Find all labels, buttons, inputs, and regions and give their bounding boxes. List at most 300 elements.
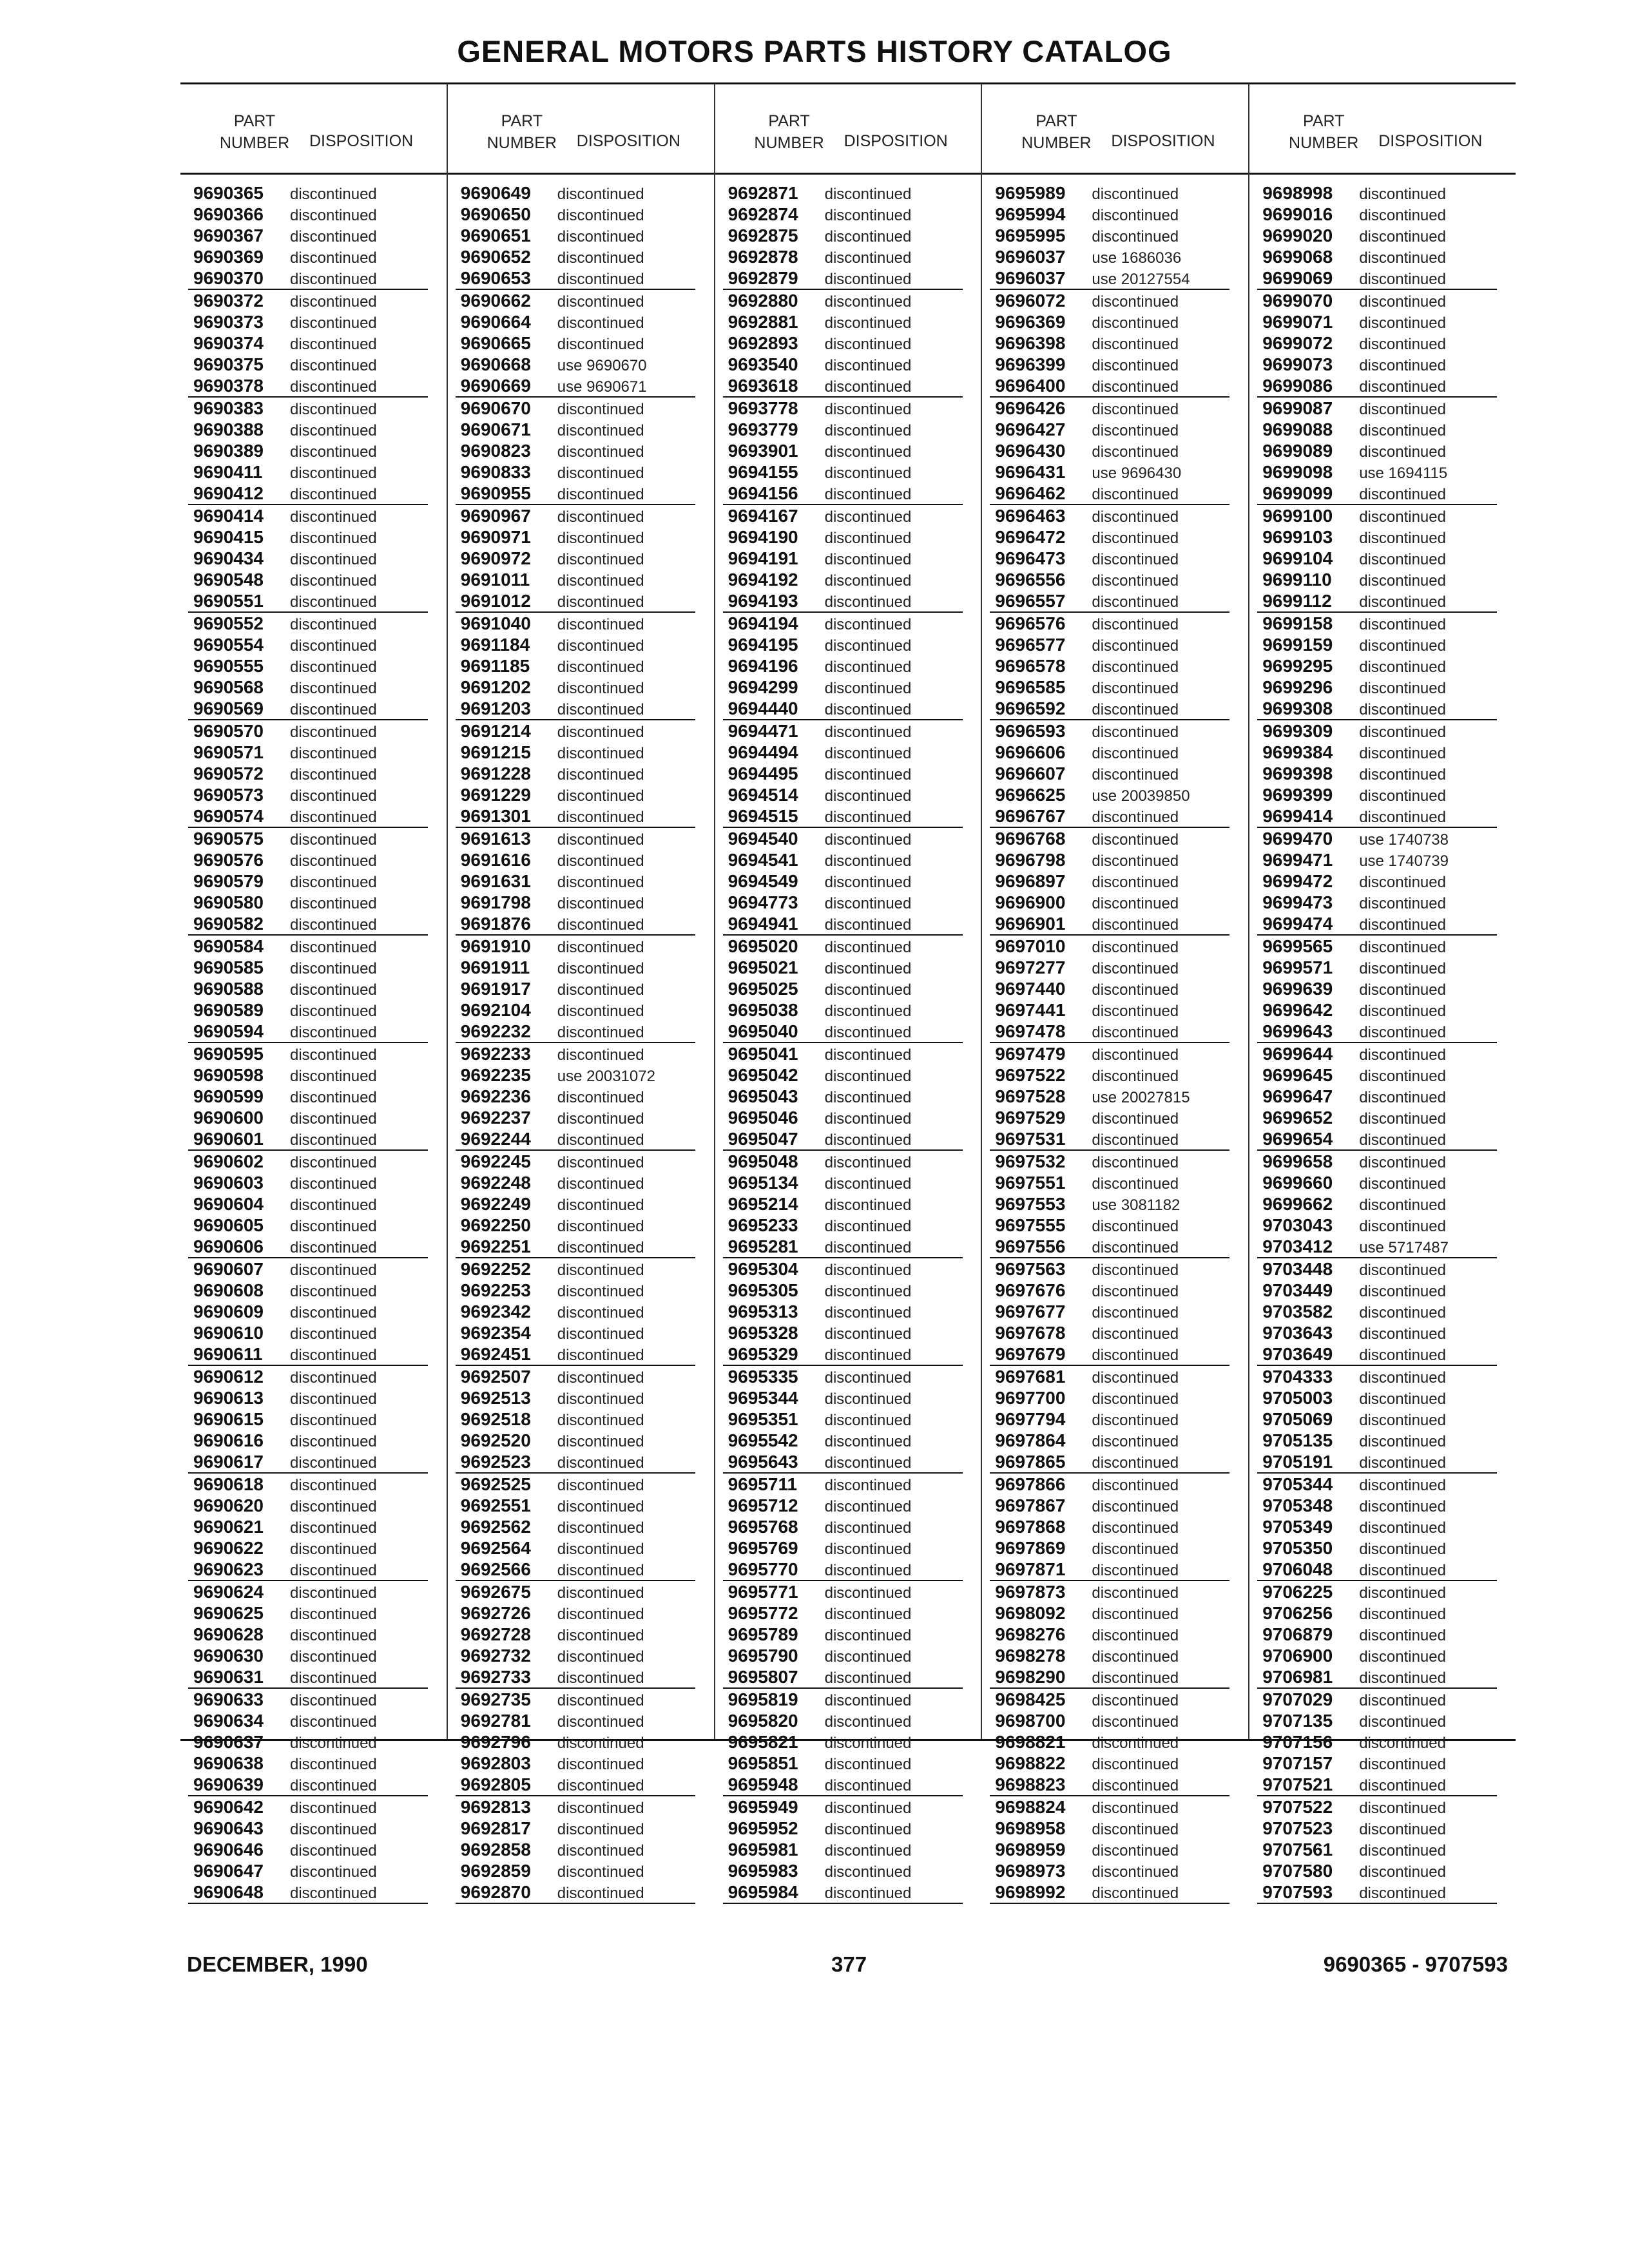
table-row xyxy=(723,440,963,461)
part-number: 9696578 xyxy=(995,656,1066,676)
disposition: discontinued xyxy=(824,1175,912,1193)
table-row xyxy=(990,354,1229,375)
table-row xyxy=(456,505,695,526)
disposition: discontinued xyxy=(557,981,644,999)
disposition: discontinued xyxy=(290,207,377,224)
part-number: 9695042 xyxy=(728,1065,798,1085)
part-number: 9690389 xyxy=(193,441,264,461)
table-row xyxy=(723,548,963,569)
disposition: discontinued xyxy=(290,1454,377,1472)
disposition: discontinued xyxy=(1092,831,1179,849)
table-row xyxy=(1257,569,1497,590)
disposition: discontinued xyxy=(824,1239,912,1256)
part-number: 9690628 xyxy=(193,1624,264,1644)
row-group xyxy=(456,1581,695,1689)
disposition: discontinued xyxy=(290,680,377,697)
disposition: discontinued xyxy=(824,1196,912,1214)
table-row xyxy=(990,590,1229,611)
disposition: discontinued xyxy=(557,1154,644,1171)
part-number: 9691301 xyxy=(460,806,531,826)
table-row xyxy=(723,1280,963,1301)
table-row xyxy=(188,763,428,784)
table-row xyxy=(456,267,695,289)
disposition: discontinued xyxy=(824,1110,912,1128)
table-row xyxy=(1257,634,1497,655)
disposition: discontinued xyxy=(1359,981,1446,999)
table-row xyxy=(188,1881,428,1903)
part-number: 9699399 xyxy=(1262,785,1333,805)
table-row xyxy=(723,1774,963,1795)
table-row xyxy=(1257,870,1497,892)
row-group xyxy=(723,1581,963,1689)
disposition: discontinued xyxy=(557,1627,644,1644)
part-number: 9690652 xyxy=(460,247,531,267)
part-number: 9699470 xyxy=(1262,829,1333,849)
part-number: 9698992 xyxy=(995,1882,1066,1902)
disposition: discontinued xyxy=(1359,1692,1446,1709)
part-number: 9692520 xyxy=(460,1430,531,1450)
table-row xyxy=(1257,1043,1497,1064)
table-row xyxy=(188,354,428,375)
table-row xyxy=(1257,483,1497,504)
part-number: 9696585 xyxy=(995,677,1066,697)
table-row xyxy=(1257,1774,1497,1795)
part-number: 9695820 xyxy=(728,1711,798,1731)
row-group xyxy=(990,613,1229,720)
row-group xyxy=(723,1796,963,1904)
part-number: 9690615 xyxy=(193,1409,264,1429)
table-row xyxy=(990,1064,1229,1086)
disposition: discontinued xyxy=(1092,1304,1179,1321)
table-row xyxy=(990,483,1229,504)
disposition: discontinued xyxy=(824,1412,912,1429)
disposition: discontinued xyxy=(824,1562,912,1579)
disposition: discontinued xyxy=(290,724,377,741)
row-group xyxy=(723,505,963,613)
disposition: discontinued xyxy=(290,572,377,590)
table-row xyxy=(990,1280,1229,1301)
table-row xyxy=(723,1689,963,1710)
disposition: discontinued xyxy=(290,1024,377,1041)
disposition: discontinued xyxy=(824,336,912,353)
part-number: 9698824 xyxy=(995,1797,1066,1817)
table-row xyxy=(188,892,428,913)
row-group xyxy=(1257,1366,1497,1474)
disposition: discontinued xyxy=(1359,874,1446,891)
part-number: 9694514 xyxy=(728,785,798,805)
table-row xyxy=(723,1193,963,1215)
table-row xyxy=(1257,936,1497,957)
table-row xyxy=(188,1774,428,1795)
catalog-column xyxy=(982,84,1249,1902)
part-number: 9691011 xyxy=(460,570,530,590)
part-number: 9699472 xyxy=(1262,871,1333,891)
row-group xyxy=(723,1366,963,1474)
disposition-header: DISPOSITION xyxy=(843,132,948,150)
disposition: discontinued xyxy=(1092,895,1179,912)
part-number: 9699643 xyxy=(1262,1021,1333,1041)
table-row xyxy=(723,1128,963,1149)
disposition: discontinued xyxy=(824,724,912,741)
part-number: 9697441 xyxy=(995,1000,1066,1020)
disposition: discontinued xyxy=(824,831,912,849)
table-row xyxy=(990,1774,1229,1795)
disposition: discontinued xyxy=(824,658,912,676)
table-row xyxy=(1257,698,1497,719)
row-group xyxy=(723,1043,963,1151)
part-number: 9690573 xyxy=(193,785,264,805)
table-row xyxy=(188,204,428,225)
disposition: discontinued xyxy=(824,1541,912,1558)
table-row xyxy=(1257,805,1497,827)
part-number: 9690594 xyxy=(193,1021,264,1041)
table-row xyxy=(456,1495,695,1516)
disposition: discontinued xyxy=(1092,1131,1179,1149)
table-row xyxy=(188,440,428,461)
disposition: discontinued xyxy=(290,271,377,288)
disposition: discontinued xyxy=(557,1842,644,1860)
table-row xyxy=(723,1818,963,1839)
part-number: 9698425 xyxy=(995,1689,1066,1709)
part-number: 9695821 xyxy=(728,1732,798,1752)
disposition: discontinued xyxy=(824,1262,912,1279)
disposition: discontinued xyxy=(557,658,644,676)
part-number: 9690375 xyxy=(193,354,264,374)
part-number: 9692875 xyxy=(728,226,798,245)
disposition: discontinued xyxy=(557,766,644,783)
part-number: 9690637 xyxy=(193,1732,264,1752)
table-row xyxy=(723,1881,963,1903)
table-row xyxy=(723,311,963,332)
disposition: discontinued xyxy=(557,1777,644,1794)
table-row xyxy=(990,1559,1229,1580)
row-group xyxy=(188,936,428,1043)
row-group xyxy=(990,1043,1229,1151)
disposition: discontinued xyxy=(824,1003,912,1020)
disposition: discontinued xyxy=(1092,1024,1179,1041)
row-group xyxy=(990,1796,1229,1904)
disposition: discontinued xyxy=(290,293,377,311)
row-group xyxy=(1257,720,1497,828)
disposition: discontinued xyxy=(290,658,377,676)
table-row xyxy=(456,763,695,784)
table-row xyxy=(990,913,1229,934)
table-row xyxy=(1257,1343,1497,1365)
part-number: 9699384 xyxy=(1262,742,1333,762)
part-number: 9699020 xyxy=(1262,226,1333,245)
table-row xyxy=(456,1258,695,1280)
column-header xyxy=(448,84,714,175)
table-row xyxy=(188,698,428,719)
disposition: discontinued xyxy=(557,1885,644,1902)
part-number: 9695981 xyxy=(728,1840,798,1860)
part-number: 9699073 xyxy=(1262,354,1333,374)
part-number: 9690378 xyxy=(193,376,264,396)
table-row xyxy=(990,1021,1229,1042)
table-row xyxy=(723,1322,963,1343)
part-number: 9693540 xyxy=(728,354,798,374)
part-number: 9697869 xyxy=(995,1538,1066,1558)
disposition: discontinued xyxy=(1092,1541,1179,1558)
part-number: 9696593 xyxy=(995,721,1066,741)
part-number: 9699654 xyxy=(1262,1129,1333,1149)
disposition: discontinued xyxy=(557,1304,644,1321)
part-number: 9692232 xyxy=(460,1021,531,1041)
table-row xyxy=(456,1128,695,1149)
table-row xyxy=(723,913,963,934)
part-number: 9695134 xyxy=(728,1173,798,1193)
table-row xyxy=(188,1366,428,1387)
row-group xyxy=(723,290,963,398)
page-title: GENERAL MOTORS PARTS HISTORY CATALOG xyxy=(457,34,1172,68)
column-header xyxy=(715,84,981,175)
part-number: 9705069 xyxy=(1262,1409,1333,1429)
disposition: discontinued xyxy=(1092,1756,1179,1773)
part-number: 9694196 xyxy=(728,656,798,676)
part-number: 9696900 xyxy=(995,892,1066,912)
disposition: discontinued xyxy=(1092,1477,1179,1494)
table-row xyxy=(990,569,1229,590)
table-row xyxy=(1257,1128,1497,1149)
row-group xyxy=(1257,613,1497,720)
table-row xyxy=(188,1086,428,1107)
disposition: discontinued xyxy=(557,1369,644,1387)
part-number: 9695233 xyxy=(728,1215,798,1235)
part-number: 9696901 xyxy=(995,914,1066,934)
part-number: 9692566 xyxy=(460,1559,531,1579)
catalog-column xyxy=(180,84,448,1902)
disposition: discontinued xyxy=(824,1433,912,1450)
disposition: discontinued xyxy=(824,1713,912,1731)
disposition: discontinued xyxy=(1359,1218,1446,1235)
table-row xyxy=(456,483,695,504)
part-number: 9690662 xyxy=(460,291,531,311)
table-row xyxy=(456,1818,695,1839)
table-row xyxy=(1257,1710,1497,1731)
part-number: 9692803 xyxy=(460,1753,531,1773)
table-row xyxy=(990,698,1229,719)
part-number: 9690585 xyxy=(193,957,264,977)
part-number: 9692675 xyxy=(460,1582,531,1602)
table-row xyxy=(456,1086,695,1107)
table-row xyxy=(723,1301,963,1322)
disposition: discontinued xyxy=(824,1046,912,1064)
disposition: discontinued xyxy=(557,207,644,224)
table-row xyxy=(456,590,695,611)
table-row xyxy=(456,419,695,440)
row-group xyxy=(456,1689,695,1796)
table-row xyxy=(1257,1689,1497,1710)
part-number: 9690631 xyxy=(193,1667,264,1687)
disposition: discontinued xyxy=(290,593,377,611)
table-row xyxy=(990,1581,1229,1602)
row-group xyxy=(723,1474,963,1581)
part-number: 9692235 xyxy=(460,1065,531,1085)
disposition: discontinued xyxy=(1092,357,1179,374)
disposition: discontinued xyxy=(1359,1498,1446,1515)
table-row xyxy=(1257,913,1497,934)
part-number: 9692813 xyxy=(460,1797,531,1817)
row-group xyxy=(188,613,428,720)
table-row xyxy=(188,978,428,999)
table-row xyxy=(1257,1581,1497,1602)
disposition: discontinued xyxy=(1092,530,1179,547)
table-row xyxy=(1257,849,1497,870)
table-row xyxy=(723,742,963,763)
disposition: discontinued xyxy=(824,508,912,526)
part-number: 9695768 xyxy=(728,1517,798,1537)
part-number: 9692878 xyxy=(728,247,798,267)
part-number: 9695770 xyxy=(728,1559,798,1579)
disposition: discontinued xyxy=(1092,1239,1179,1256)
part-number: 9697563 xyxy=(995,1259,1066,1279)
part-number: 9690551 xyxy=(193,591,264,611)
part-number: 9690823 xyxy=(460,441,531,461)
table-row xyxy=(990,655,1229,677)
part-number: 9690610 xyxy=(193,1323,264,1343)
table-row xyxy=(723,698,963,719)
disposition: discontinued xyxy=(557,443,644,461)
disposition: discontinued xyxy=(824,228,912,245)
part-number: 9690622 xyxy=(193,1538,264,1558)
disposition: discontinued xyxy=(290,1369,377,1387)
row-group xyxy=(990,1151,1229,1258)
disposition: discontinued xyxy=(557,1003,644,1020)
disposition: discontinued xyxy=(557,1606,644,1623)
part-number: 9696472 xyxy=(995,527,1066,547)
part-number: 9694299 xyxy=(728,677,798,697)
table-row xyxy=(456,892,695,913)
part-number: 9690370 xyxy=(193,268,264,288)
disposition: discontinued xyxy=(290,939,377,956)
table-row xyxy=(188,849,428,870)
part-number: 9699644 xyxy=(1262,1044,1333,1064)
table-row xyxy=(723,1366,963,1387)
part-number: 9696576 xyxy=(995,613,1066,633)
table-row xyxy=(1257,1193,1497,1215)
table-row xyxy=(990,1753,1229,1774)
table-row xyxy=(990,1301,1229,1322)
table-row xyxy=(723,461,963,483)
part-number: 9695995 xyxy=(995,226,1066,245)
part-number: 9690579 xyxy=(193,871,264,891)
table-row xyxy=(1257,1860,1497,1881)
disposition: discontinued xyxy=(824,1842,912,1860)
part-number: 9692781 xyxy=(460,1711,531,1731)
disposition: discontinued xyxy=(1092,1777,1179,1794)
table-row xyxy=(456,1215,695,1236)
part-number: 9690639 xyxy=(193,1774,264,1794)
part-number: 9695281 xyxy=(728,1236,798,1256)
disposition: discontinued xyxy=(1092,401,1179,418)
table-row xyxy=(723,398,963,419)
table-row xyxy=(990,1366,1229,1387)
part-number: 9695712 xyxy=(728,1495,798,1515)
part-number: 9707029 xyxy=(1262,1689,1333,1709)
disposition: discontinued xyxy=(557,874,644,891)
disposition: discontinued xyxy=(557,1024,644,1041)
part-number: 9691203 xyxy=(460,698,531,718)
table-row xyxy=(456,1881,695,1903)
table-row xyxy=(1257,655,1497,677)
disposition: discontinued xyxy=(1092,939,1179,956)
disposition: discontinued xyxy=(1092,1046,1179,1064)
disposition: discontinued xyxy=(290,874,377,891)
part-number: 9697556 xyxy=(995,1236,1066,1256)
disposition: discontinued xyxy=(1092,1669,1179,1687)
disposition: discontinued xyxy=(1359,1068,1446,1085)
disposition: discontinued xyxy=(1359,207,1446,224)
part-number: 9695344 xyxy=(728,1388,798,1408)
disposition: discontinued xyxy=(1092,658,1179,676)
disposition: discontinued xyxy=(824,1283,912,1300)
part-number: 9698822 xyxy=(995,1753,1066,1773)
part-number: 9699099 xyxy=(1262,483,1333,503)
table-row xyxy=(1257,1559,1497,1580)
table-row xyxy=(990,1151,1229,1172)
disposition: discontinued xyxy=(290,1131,377,1149)
table-row xyxy=(1257,1258,1497,1280)
disposition: discontinued xyxy=(1359,186,1446,203)
part-number: 9692104 xyxy=(460,1000,531,1020)
table-row xyxy=(188,999,428,1021)
row-group xyxy=(188,505,428,613)
disposition: discontinued xyxy=(290,1498,377,1515)
part-number: 9690606 xyxy=(193,1236,264,1256)
row-group xyxy=(723,182,963,290)
disposition: discontinued xyxy=(290,1842,377,1860)
table-row xyxy=(1257,1516,1497,1537)
table-row xyxy=(990,225,1229,246)
disposition: discontinued xyxy=(557,960,644,977)
table-row xyxy=(188,398,428,419)
part-number: 9703448 xyxy=(1262,1259,1333,1279)
disposition: discontinued xyxy=(290,186,377,203)
table-row xyxy=(188,246,428,267)
header-number-label: NUMBER xyxy=(487,134,557,152)
table-row xyxy=(188,461,428,483)
column-body xyxy=(448,175,714,1904)
part-number: 9695711 xyxy=(728,1474,798,1494)
table-row xyxy=(990,1258,1229,1280)
table-row xyxy=(723,978,963,999)
part-number: 9703649 xyxy=(1262,1344,1333,1364)
table-row xyxy=(188,1581,428,1602)
part-number: 9690670 xyxy=(460,398,531,418)
table-row xyxy=(1257,505,1497,526)
disposition: use 1740739 xyxy=(1359,852,1449,870)
part-number: 9692858 xyxy=(460,1840,531,1860)
table-row xyxy=(456,1172,695,1193)
table-row xyxy=(188,225,428,246)
table-row xyxy=(1257,1495,1497,1516)
table-row xyxy=(723,225,963,246)
table-row xyxy=(990,1408,1229,1430)
part-number: 9690574 xyxy=(193,806,264,826)
table-row xyxy=(723,805,963,827)
part-number: 9697866 xyxy=(995,1474,1066,1494)
disposition: discontinued xyxy=(1092,1498,1179,1515)
part-number: 9690369 xyxy=(193,247,264,267)
row-group xyxy=(188,828,428,936)
table-row xyxy=(456,1021,695,1042)
part-number: 9694191 xyxy=(728,548,798,568)
part-number: 9691040 xyxy=(460,613,531,633)
part-number: 9697677 xyxy=(995,1302,1066,1321)
disposition: discontinued xyxy=(290,1648,377,1666)
disposition: discontinued xyxy=(824,1369,912,1387)
table-row xyxy=(1257,246,1497,267)
